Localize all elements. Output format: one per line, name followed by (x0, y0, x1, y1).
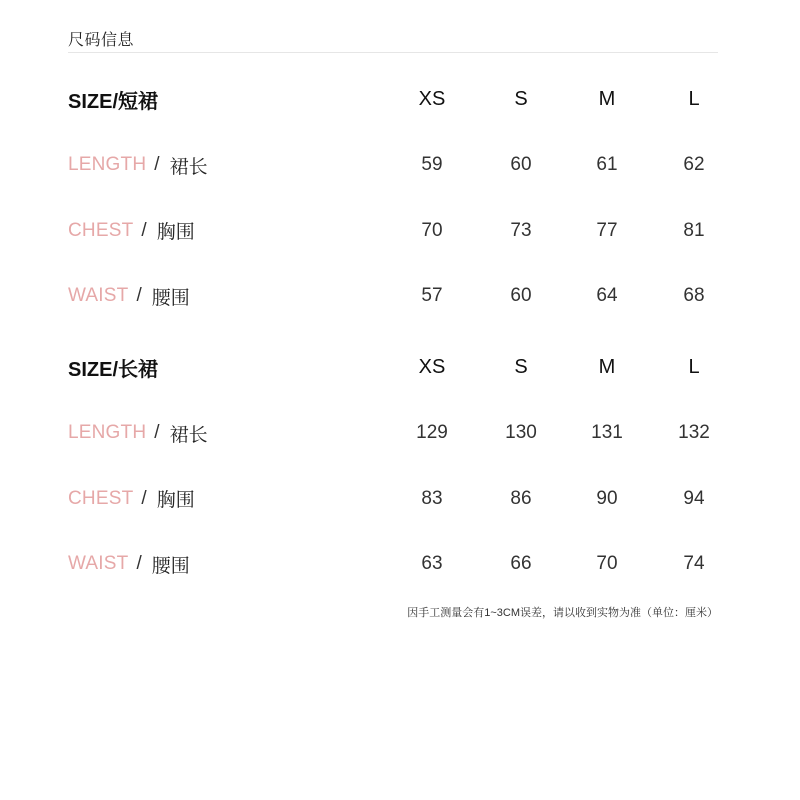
row-label (68, 466, 195, 532)
table-row-waist (68, 532, 718, 598)
cell-value: 90 (596, 487, 618, 509)
cell-value: 86 (510, 487, 532, 509)
size-header-xs: XS (418, 356, 446, 379)
table-row-chest (68, 198, 718, 264)
row-label (68, 198, 195, 264)
table-header-label: SIZE/长裙 (68, 359, 159, 382)
row-label-separator: / (136, 553, 142, 575)
table-row-length (68, 401, 718, 467)
cell-value: 61 (596, 154, 618, 176)
cell-value: 60 (510, 154, 532, 176)
row-label-chinese: 胸围 (156, 490, 195, 512)
cell-value: 94 (683, 487, 705, 509)
row-label-separator: / (154, 422, 160, 444)
row-label-chinese: 腰围 (151, 287, 190, 309)
size-header-s: S (514, 88, 528, 111)
table-row-chest (68, 466, 718, 532)
cell-value: 64 (596, 285, 618, 307)
title-divider (68, 52, 718, 53)
row-label-english: LENGTH (68, 422, 147, 444)
table-row-waist (68, 264, 718, 330)
table-header-row (68, 67, 718, 133)
row-label-english: WAIST (68, 285, 129, 307)
row-label-chinese: 裙长 (169, 156, 208, 178)
size-header-l: L (688, 88, 700, 111)
size-header-l: L (688, 356, 700, 379)
row-label (68, 133, 208, 199)
row-label-separator: / (154, 154, 160, 176)
size-header-m: M (598, 88, 616, 111)
size-header-s: S (514, 356, 528, 379)
size-table-long-skirt (68, 335, 718, 597)
row-label-separator: / (141, 487, 147, 509)
cell-value: 63 (421, 553, 443, 575)
cell-value: 73 (510, 219, 532, 241)
table-header-label: SIZE/短裙 (68, 91, 159, 114)
cell-value: 59 (421, 154, 443, 176)
cell-value: 70 (596, 553, 618, 575)
cell-value: 83 (421, 487, 443, 509)
cell-value: 62 (683, 154, 705, 176)
cell-value: 132 (678, 422, 710, 444)
size-header-m: M (598, 356, 616, 379)
row-label-separator: / (136, 285, 142, 307)
cell-value: 77 (596, 219, 618, 241)
row-label-chinese: 胸围 (156, 222, 195, 244)
table-row-length (68, 133, 718, 199)
row-label-english: WAIST (68, 553, 129, 575)
size-table-short-skirt (68, 67, 718, 329)
table-header-row (68, 335, 718, 401)
cell-value: 57 (421, 285, 443, 307)
cell-value: 129 (416, 422, 448, 444)
cell-value: 81 (683, 219, 705, 241)
cell-value: 70 (421, 219, 443, 241)
row-label (68, 532, 190, 598)
cell-value: 66 (510, 553, 532, 575)
cell-value: 68 (683, 285, 705, 307)
size-info-title: 尺码信息 (68, 32, 135, 49)
row-label-english: LENGTH (68, 154, 147, 176)
row-label-chinese: 裙长 (169, 424, 208, 446)
measurement-note: 因手工测量会有1~3CM误差，请以收到实物为准（单位：厘米） (407, 607, 718, 619)
row-label (68, 264, 190, 330)
cell-value: 131 (591, 422, 623, 444)
row-label-english: CHEST (68, 219, 134, 241)
row-label (68, 401, 208, 467)
row-label-english: CHEST (68, 487, 134, 509)
cell-value: 130 (505, 422, 537, 444)
cell-value: 60 (510, 285, 532, 307)
row-label-separator: / (141, 219, 147, 241)
row-label-chinese: 腰围 (151, 555, 190, 577)
size-header-xs: XS (418, 88, 446, 111)
cell-value: 74 (683, 553, 705, 575)
